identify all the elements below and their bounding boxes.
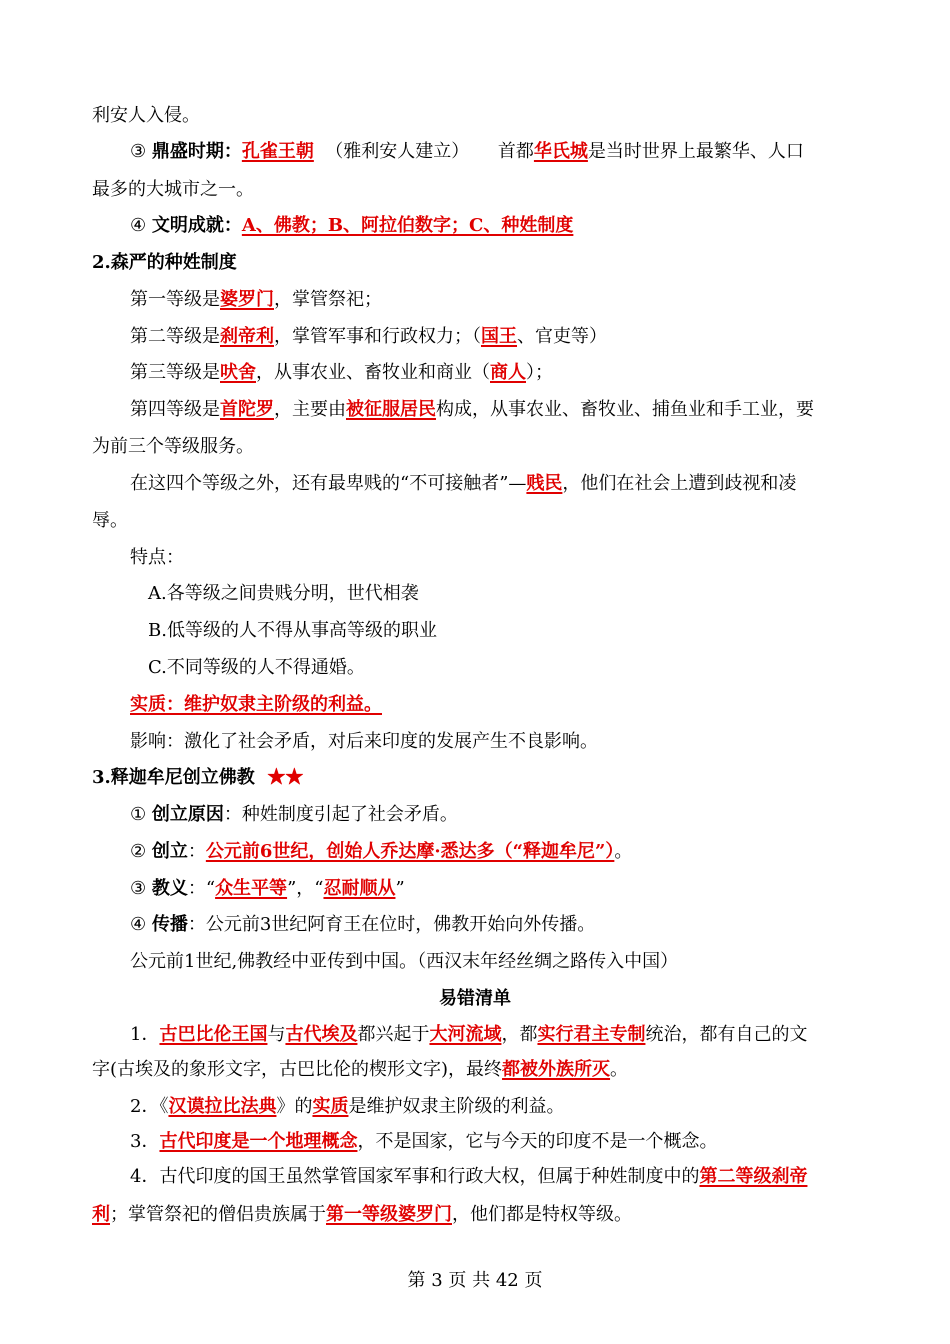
- key-term: 商人: [490, 362, 526, 383]
- text: 为前三个等级服务。: [92, 436, 254, 457]
- text: （雅利安人建立） 首都: [313, 141, 534, 162]
- text: 1．: [130, 1024, 160, 1045]
- label-heading: 鼎盛时期：: [151, 141, 242, 162]
- text: ：种姓制度引起了社会矛盾。: [223, 804, 458, 825]
- text: ，主要由: [274, 399, 346, 420]
- label-heading: 传播: [151, 914, 188, 935]
- key-term: 孔雀王朝: [241, 141, 314, 162]
- paragraph-line: [92, 1203, 862, 1227]
- text: 4．古代印度的国王虽然掌管国家军事和行政大权，但属于种姓制度中的: [130, 1166, 700, 1187]
- paragraph-line: [130, 803, 900, 827]
- text: 构成，从事农业、畜牧业、捕鱼业和手工业，要: [436, 399, 814, 420]
- text: ，不是国家，它与今天的印度不是一个概念。: [357, 1131, 718, 1152]
- text: ，他们都是特权等级。: [452, 1204, 632, 1225]
- page-number: 第 3 页 共 42 页: [407, 1270, 543, 1291]
- text: ，他们在社会上遭到歧视和凌: [562, 473, 797, 494]
- key-term: 公元前6世纪，创始人乔达摩·悉达多（“释迦牟尼”）: [205, 841, 615, 862]
- paragraph-line: [130, 325, 900, 349]
- text: ”，“: [287, 878, 324, 899]
- key-term: 忍耐顺从: [323, 878, 396, 899]
- section-heading: [92, 766, 862, 790]
- text: ，掌管祭祀；: [274, 289, 382, 310]
- heading-text: 3.释迦牟尼创立佛教: [92, 767, 268, 788]
- text: ：“: [187, 878, 216, 899]
- list-item: [148, 619, 918, 643]
- text: ④: [130, 215, 152, 236]
- paragraph-line: [130, 693, 900, 717]
- text: 、官吏等）: [517, 326, 607, 347]
- text: 3．: [130, 1131, 160, 1152]
- text: ；掌管祭祀的僧侣贵族属于: [110, 1204, 326, 1225]
- text: 字(古埃及的象形文字，古巴比伦的楔形文字)，最终: [92, 1059, 503, 1080]
- key-term: 古巴比伦王国: [159, 1024, 268, 1045]
- label-heading: 文明成就：: [151, 215, 242, 236]
- list-item: [130, 1165, 900, 1189]
- paragraph-line: [130, 288, 900, 312]
- star-icon: ★★: [267, 767, 304, 788]
- paragraph-line: [92, 104, 862, 128]
- section-heading: [92, 251, 862, 275]
- text: 第三等级是: [130, 362, 220, 383]
- paragraph-line: [92, 435, 862, 459]
- list-item: [130, 1095, 900, 1119]
- label-heading: 教义: [151, 878, 188, 899]
- text: ：公元前3世纪阿育王在位时，佛教开始向外传播。: [187, 914, 596, 935]
- paragraph-line: [130, 913, 900, 937]
- key-term: 国王: [481, 326, 517, 347]
- paragraph-line: [130, 840, 900, 864]
- list-item: [130, 1023, 900, 1047]
- heading-text: 2.森严的种姓制度: [92, 252, 237, 273]
- text: 影响：激化了社会矛盾，对后来印度的发展产生不良影响。: [130, 731, 598, 752]
- paragraph-line: [130, 877, 900, 901]
- key-term: 大河流域: [429, 1024, 502, 1045]
- paragraph-line: [92, 509, 862, 533]
- paragraph-line: [130, 398, 900, 422]
- text: 都兴起于: [357, 1024, 430, 1045]
- text: 第二等级是: [130, 326, 220, 347]
- paragraph-line: [130, 361, 900, 385]
- section-title: [0, 987, 950, 1011]
- text: ④: [130, 914, 152, 935]
- key-term: 婆罗门: [220, 289, 274, 310]
- paragraph-line: [130, 140, 900, 164]
- paragraph-line: [130, 546, 900, 570]
- label-heading: 创立原因: [151, 804, 224, 825]
- paragraph-line: [92, 178, 862, 202]
- text: ”: [395, 878, 405, 899]
- key-term: 贱民: [526, 473, 563, 494]
- text: 。: [614, 841, 633, 862]
- text: C.不同等级的人不得通婚。: [148, 657, 365, 678]
- text: ）；: [526, 362, 553, 383]
- text: 。: [610, 1059, 629, 1080]
- text: 第四等级是: [130, 399, 220, 420]
- key-term: 首陀罗: [220, 399, 274, 420]
- title-text: 易错清单: [439, 988, 511, 1009]
- text: ：: [187, 841, 206, 862]
- text: 最多的大城市之一。: [92, 179, 254, 200]
- text: 》的: [276, 1096, 313, 1117]
- text: 公元前1世纪,佛教经中亚传到中国。（西汉末年经丝绸之路传入中国）: [130, 951, 679, 972]
- text: A.各等级之间贵贱分明，世代相袭: [148, 583, 419, 604]
- text: 利安人入侵。: [92, 105, 200, 126]
- key-term: 众生平等: [215, 878, 288, 899]
- key-term: 都被外族所灭: [502, 1059, 611, 1080]
- key-term: A、佛教；B、阿拉伯数字；C、种姓制度: [241, 215, 574, 236]
- key-term: 实质: [312, 1096, 349, 1117]
- list-item: [130, 1130, 900, 1154]
- page-footer: [0, 1266, 950, 1292]
- paragraph-line: [130, 214, 900, 238]
- list-item: [148, 656, 918, 680]
- paragraph-line: [130, 950, 900, 974]
- paragraph-line: [92, 1058, 862, 1082]
- text: 在这四个等级之外，还有最卑贱的“不可接触者”—: [130, 473, 527, 494]
- text: B.低等级的人不得从事高等级的职业: [148, 620, 437, 641]
- key-term: 华氏城: [533, 141, 588, 162]
- text: ③: [130, 141, 152, 162]
- text: 是维护奴隶主阶级的利益。: [348, 1096, 565, 1117]
- key-term: 吠舍: [220, 362, 256, 383]
- key-term: 第一等级婆罗门: [326, 1204, 452, 1225]
- text: 与: [267, 1024, 286, 1045]
- key-term: 实行君主专制: [537, 1024, 646, 1045]
- text: ，掌管军事和行政权力；（: [274, 326, 481, 347]
- key-term: 被征服居民: [346, 399, 436, 420]
- text: ②: [130, 841, 152, 862]
- label-heading: 创立: [151, 841, 188, 862]
- text: 2．《: [130, 1096, 169, 1117]
- list-item: [148, 582, 918, 606]
- text: 特点：: [130, 547, 184, 568]
- text: ③: [130, 878, 152, 899]
- text: 是当时世界上最繁华、人口: [587, 141, 804, 162]
- paragraph-line: [130, 472, 900, 496]
- text: ，从事农业、畜牧业和商业（: [256, 362, 490, 383]
- text: 第一等级是: [130, 289, 220, 310]
- key-term: 古代印度是一个地理概念: [159, 1131, 358, 1152]
- text: ①: [130, 804, 152, 825]
- key-term: 利: [92, 1204, 110, 1225]
- text: 统治，都有自己的文: [645, 1024, 808, 1045]
- paragraph-line: [130, 730, 900, 754]
- key-term: 第二等级刹帝: [699, 1166, 808, 1187]
- key-term: 实质：维护奴隶主阶级的利益。: [130, 694, 382, 715]
- text: ，都: [501, 1024, 538, 1045]
- key-term: 汉谟拉比法典: [168, 1096, 277, 1117]
- key-term: 刹帝利: [220, 326, 274, 347]
- key-term: 古代埃及: [285, 1024, 358, 1045]
- text: 辱。: [92, 510, 128, 531]
